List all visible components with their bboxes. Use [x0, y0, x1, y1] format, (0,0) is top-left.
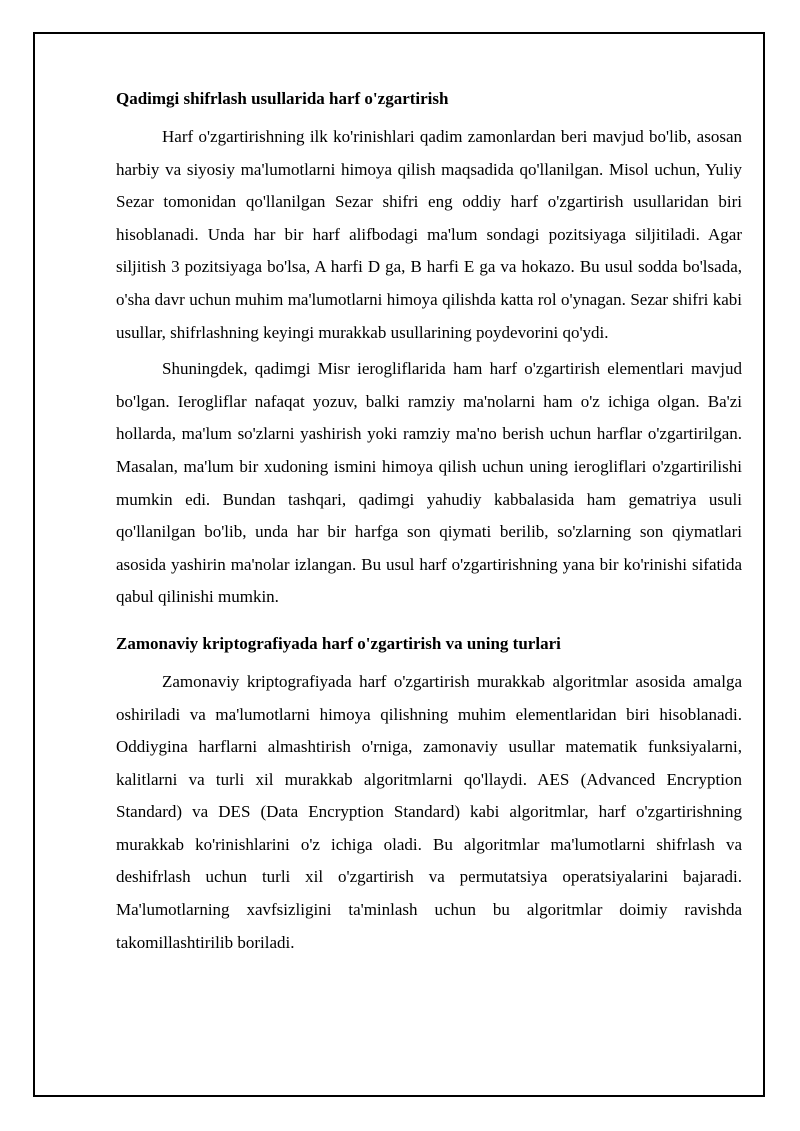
paragraph: Harf o'zgartirishning ilk ko'rinishlari qadim zamonlardan beri mavjud bo'lib, asosan harbiy va siyosiy ma'lumotlarni himoya qilish maqsadida qo'llanilgan. Misol uchun, Yuliy Sezar tomonidan qo'llanilgan Sezar shifri eng oddiy harf o'zgartirish usullaridan biri hisoblanadi. Unda har bir harf alifbodagi ma'lum sondagi pozitsiyaga siljitiladi. Agar siljitish 3 pozitsiyaga bo'lsa, A harfi D ga, B harfi E ga va hokazo. Bu usul sodda bo'lsada, o'sha davr uchun muhim ma'lumotlarni himoya qilishda katta rol o'ynagan. Sezar shifri kabi usullar, shifrlashning keyingi murakkab usullarining poydevorini qo'ydi.	[116, 127, 742, 342]
paragraph: Shuningdek, qadimgi Misr ierogliflarida ham harf o'zgartirish elementlari mavjud bo'lgan. Ierogliflar nafaqat yozuv, balki ramziy ma'nolarni ham o'z ichiga olgan. Ba'zi hollarda, ma'lum so'zlarni yashirish yoki ramziy ma'no berish uchun harflar o'zgartirilgan. Masalan, ma'lum bir xudoning ismini himoya qilish uchun uning ierogliflari o'zgartirilishi mumkin edi. Bundan tashqari, qadimgi yahudiy kabbalasida ham gematriya usuli qo'llanilgan bo'lib, unda har bir harfga son qiymati berilib, so'zlarning son qiymatlari asosida yashirin ma'nolar izlangan. Bu usul harf o'zgartirishning yana bir ko'rinishi sifatida qabul qilinishi mumkin.	[116, 359, 742, 607]
section-ancient-ciphers	[116, 85, 742, 614]
paragraph: Zamonaviy kriptografiyada harf o'zgartirish murakkab algoritmlar asosida amalga oshiriladi va ma'lumotlarni himoya qilishning muhim elementlaridan biri hisoblanadi. Oddiygina harflarni almashtirish o'rniga, zamonaviy usullar matematik funksiyalarni, kalitlarni va turli xil murakkab algoritmlarni qo'llaydi. AES (Advanced Encryption Standard) va DES (Data Encryption Standard) kabi algoritmlar, harf o'zgartirishning murakkab ko'rinishlarini o'z ichiga oladi. Bu algoritmlar ma'lumotlarni shifrlash va deshifrlash uchun turli xil o'zgartirish va permutatsiya operatsiyalarini bajaradi. Ma'lumotlarning xavfsizligini ta'minlash uchun bu algoritmlar doimiy ravishda takomillashtirilib boriladi.	[116, 671, 742, 952]
section-heading: Qadimgi shifrlash usullarida harf o'zgartirish	[116, 89, 449, 108]
section-heading: Zamonaviy kriptografiyada harf o'zgartirish va uning turlari	[116, 633, 561, 653]
document-body	[116, 85, 742, 963]
section-modern-cryptography	[116, 630, 742, 959]
